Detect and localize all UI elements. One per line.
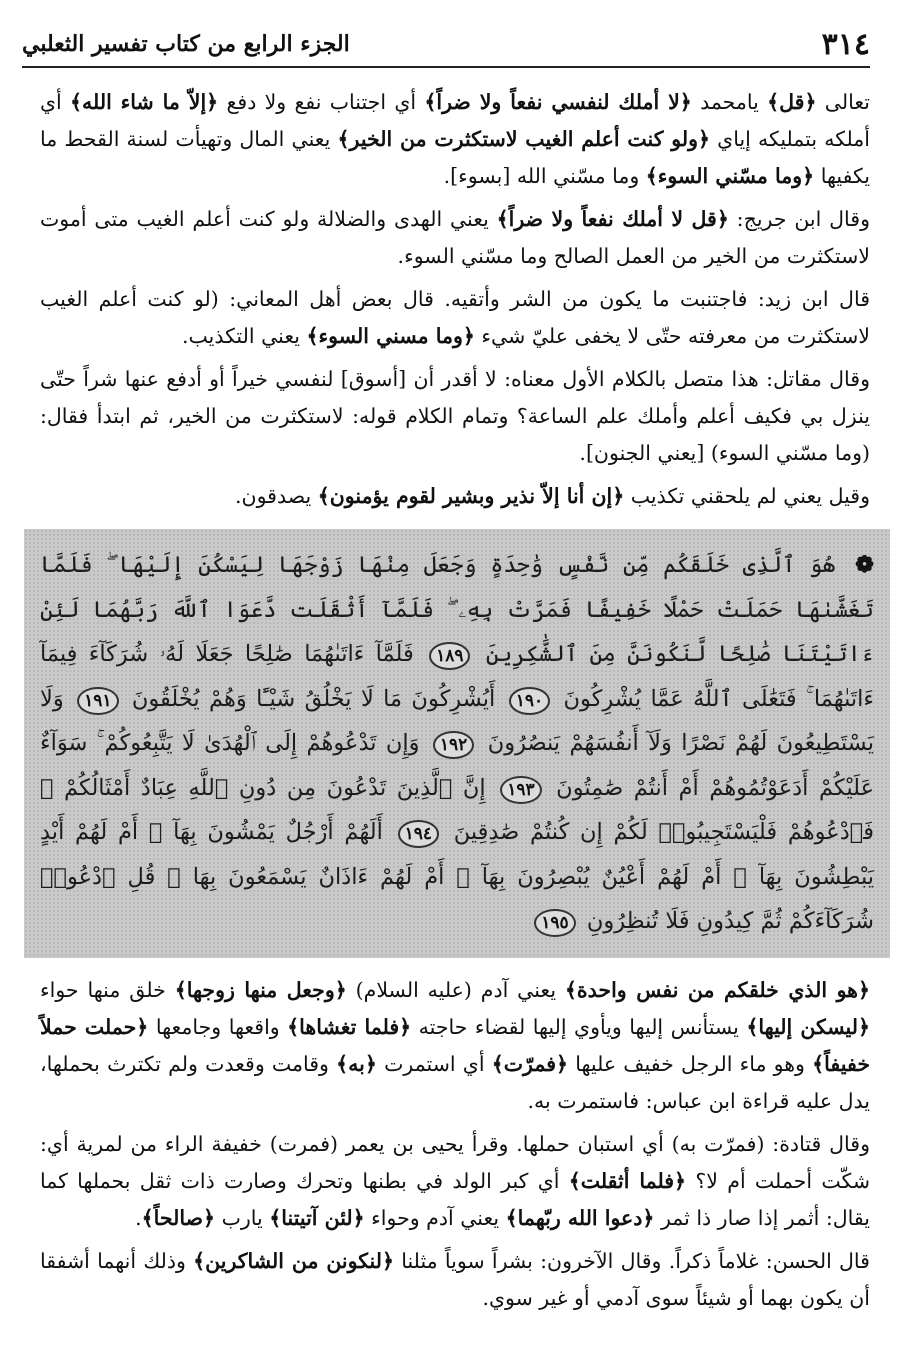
commentary-text: يعني الهدى والضلالة ولو كنت أعلم الغيب متى أموت لاستكثرت من الخير من العمل الصالح وما مسّني السوء. (40, 207, 870, 268)
commentary-text: يصدقون. (235, 484, 318, 508)
quoted-verse-phrase: ﴿صالحاً﴾ (141, 1205, 216, 1230)
ayah-number-marker: ١٩٤ (398, 820, 439, 848)
verse-text: أَيُشْرِكُونَ مَا لَا يَخْلُقُ شَيْـًٔا وَهُمْ يُخْلَقُونَ (122, 685, 496, 712)
commentary-text: وقال قتادة: (فمرّت به) أي استبان حملها. وقرأ يحيى بن يعمر (فمرت) خفيفة الراء من لمرية أي: شكّت أحملت أم لا؟ (40, 1131, 870, 1193)
quoted-verse-phrase: ﴿وما مسّني السوء﴾ (645, 164, 815, 188)
verse-text: هُوَ ٱلَّذِى خَلَقَكُم مِّن نَّفْسٍ وَٰحِدَةٍ وَجَعَلَ مِنْهَا زَوْجَهَا لِيَسْكُنَ إِلَيْهَا ۖ فَلَمَّا تَغَشَّىٰهَا حَمَلَتْ حَمْلًا خَفِيفًا فَمَرَّتْ بِهِۦ ۖ فَلَمَّآ أَثْقَلَت دَّعَوَا ٱللَّهَ رَبَّهُمَا لَئِنْ ءَاتَيْتَنَا صَٰلِحًا لَّنَكُونَنَّ مِنَ ٱلشَّٰكِرِينَ (40, 552, 874, 667)
quoted-verse-phrase: ﴿لنكونن من الشاكرين﴾ (193, 1248, 394, 1273)
commentary-paragraph (40, 84, 870, 195)
commentary-text: تعالى (816, 90, 870, 114)
commentary-text: خلق منها حواء (40, 977, 175, 1002)
commentary-text: وذلك أنهما أشفقا أن يكون بهما أو شيئاً سوى آدمي أو غير سوي. (40, 1248, 870, 1310)
commentary-bottom (40, 972, 870, 1317)
verse-text: أَلَهُمْ أَرْجُلٌ يَمْشُونَ بِهَآ ۖ أَمْ لَهُمْ أَيْدٍ يَبْطِشُونَ بِهَآ ۖ أَمْ لَهُمْ أَعْيُنٌ يُبْصِرُونَ بِهَآ ۖ أَمْ لَهُمْ ءَاذَانٌ يَسْمَعُونَ بِهَا ۗ قُلِ ٱدْعُوا۟ شُرَكَآءَكُمْ ثُمَّ كِيدُونِ فَلَا تُنظِرُونِ (40, 819, 874, 934)
quoted-verse-phrase: ﴿قل﴾ (767, 90, 817, 114)
quoted-verse-phrase: ﴿ولو كنت أعلم الغيب لاستكثرت من الخير﴾ (337, 127, 710, 151)
quoted-verse-phrase: ﴿وجعل منها زوجها﴾ (174, 977, 347, 1002)
verse-text: وَلَا يَسْتَطِيعُونَ لَهُمْ نَصْرًا وَلَآ أَنفُسَهُمْ يَنصُرُونَ (40, 685, 874, 756)
ayah-number-marker: ١٩١ (77, 687, 118, 715)
commentary-top (40, 84, 870, 515)
page-number: ٣١٤ (821, 26, 870, 62)
commentary-text: قال الحسن: غلاماً ذكراً. وقال الآخرون: بشراً سوياً مثلنا (394, 1248, 870, 1273)
commentary-text: يارب (215, 1205, 270, 1230)
ayah-number-marker: ١٨٩ (429, 642, 470, 670)
commentary-text: وقيل يعني لم يلحقني تكذيب (624, 484, 870, 508)
quoted-verse-phrase: ﴿حملت حملاً خفيفاً﴾ (40, 1014, 870, 1076)
commentary-paragraph (40, 201, 870, 275)
commentary-paragraph (40, 1126, 870, 1237)
running-title: الجزء الرابع من كتاب تفسير الثعلبي (22, 31, 350, 57)
commentary-text: أي اجتناب نفع ولا دفع (218, 90, 425, 114)
commentary-paragraph (40, 478, 870, 515)
commentary-text: قال ابن زيد: فاجتنبت ما يكون من الشر وأتقيه. قال بعض أهل المعاني: (لو كنت أعلم الغيب لاستكثرت من معرفته حتّى لا يخفى عليّ شيء (40, 287, 870, 348)
quoted-verse-phrase: ﴿قل لا أملك نفعاً ولا ضراً﴾ (496, 207, 729, 231)
commentary-text: أي أملكه بتمليكه إياي (40, 90, 870, 151)
commentary-text: أي استمرت (376, 1051, 492, 1076)
commentary-text: يعني آدم (عليه السلام) (346, 977, 565, 1002)
ayah-number-marker: ١٩٢ (433, 731, 474, 759)
commentary-paragraph (40, 361, 870, 472)
commentary-text: وقامت وقعدت ولم تكترث بحملها، يدل عليه قراءة ابن عباس: فاستمرت به. (40, 1051, 870, 1113)
commentary-text: واقعها وجامعها (148, 1014, 288, 1039)
commentary-paragraph (40, 972, 870, 1120)
quoted-verse-phrase: ﴿وما مسني السوء﴾ (306, 324, 475, 348)
ayah-number-marker: ١٩٠ (509, 687, 550, 715)
page-body (40, 84, 875, 1323)
quoted-verse-phrase: ﴿فمرّت﴾ (491, 1051, 569, 1076)
quoted-verse-phrase: ﴿دعوا الله ربّهما﴾ (505, 1205, 655, 1230)
commentary-text: وقال مقاتل: هذا متصل بالكلام الأول معناه: لا أقدر أن [أسوق] لنفسي خيراً أو أدفع عنها شراً حتّى ينزل بي فكيف أعلم وأملك علم الساعة؟ وتمام الكلام قوله: لاستكثرت من الخير، ثم ابتدأ فقال: (وما مسّني السوء) [يعني الجنون]. (40, 367, 870, 465)
commentary-paragraph (40, 1243, 870, 1317)
commentary-text: وهو ماء الرجل خفيف عليها (568, 1051, 813, 1076)
verse-text-container (40, 552, 874, 934)
quoted-verse-phrase: ﴿فلما تغشاها﴾ (287, 1014, 412, 1039)
commentary-text: . (135, 1205, 142, 1230)
commentary-text: أي كبر الولد في بطنها وتحرك وصارت ذات ثقل بحملها كما يقال: أثمر إذا صار ذا ثمر (40, 1168, 870, 1230)
commentary-text: يعني المال وتهيأت لسنة القحط ما يكفيها (40, 127, 870, 188)
commentary-text: يستأنس إليها ويأوي إليها لقضاء حاجته (411, 1014, 747, 1039)
ayah-number-marker: ١٩٣ (500, 776, 541, 804)
verse-text: فَلَمَّآ ءَاتَىٰهُمَا صَٰلِحًا جَعَلَا لَهُۥ شُرَكَآءَ فِيمَآ ءَاتَىٰهُمَا ۚ فَتَعَٰلَى ٱللَّهُ عَمَّا يُشْرِكُونَ (40, 641, 874, 712)
quoted-verse-phrase: ﴿إلاّ ما شاء الله﴾ (70, 90, 219, 114)
page-header (22, 22, 870, 68)
verse-start-star-icon: ❁ (855, 552, 874, 578)
quoted-verse-phrase: ﴿فلما أثقلت﴾ (568, 1168, 687, 1193)
quoted-verse-phrase: ﴿ليسكن إليها﴾ (746, 1014, 870, 1039)
quoted-verse-phrase: ﴿إن أنا إلاّ نذير وبشير لقوم يؤمنون﴾ (317, 484, 625, 508)
commentary-text: يعني التكذيب. (182, 324, 307, 348)
verse-text: وَإِن تَدْعُوهُمْ إِلَى ٱلْهُدَىٰ لَا يَتَّبِعُوكُمْ ۚ سَوَآءٌ عَلَيْكُمْ أَدَعَوْتُمُوهُمْ أَمْ أَنتُمْ صَٰمِتُونَ (40, 730, 875, 801)
commentary-paragraph (40, 281, 870, 355)
quoted-verse-phrase: ﴿لئن آتيتنا﴾ (269, 1205, 365, 1230)
verse-text: إِنَّ ٱلَّذِينَ تَدْعُونَ مِن دُونِ ٱللَّهِ عِبَادٌ أَمْثَالُكُمْ ۖ فَٱدْعُوهُمْ فَلْيَسْتَجِيبُوا۟ لَكُمْ إِن كُنتُمْ صَٰدِقِينَ (40, 774, 874, 845)
commentary-text: يامحمد (691, 90, 768, 114)
commentary-text: وما مسّني الله [بسوء]. (443, 164, 646, 188)
quoted-verse-phrase: ﴿به﴾ (336, 1051, 377, 1076)
quoted-verse-phrase: ﴿هو الذي خلقكم من نفس واحدة﴾ (564, 977, 870, 1002)
ayah-number-marker: ١٩٥ (534, 909, 575, 937)
quoted-verse-phrase: ﴿لا أملك لنفسي نفعاً ولا ضراً﴾ (424, 90, 692, 114)
commentary-text: وقال ابن جريج: (728, 207, 870, 231)
quran-verse-block (24, 529, 890, 958)
commentary-text: يعني آدم وحواء (364, 1205, 506, 1230)
